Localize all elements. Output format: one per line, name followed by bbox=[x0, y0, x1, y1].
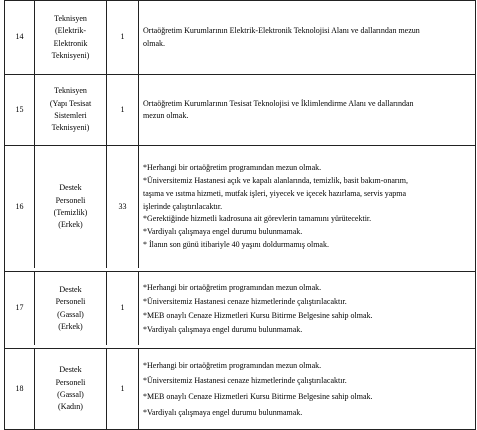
table-row bbox=[5, 271, 475, 345]
requirements-text: Ortaöğretim Kurumlarının Tesisat Teknolojisi ve İklimlendirme Alanı ve dallarından mezun olmak. bbox=[143, 98, 414, 120]
row-number: 17 bbox=[5, 272, 35, 345]
table-row bbox=[5, 74, 475, 145]
position-title: Destek Personeli (Temizlik) (Erkek) bbox=[35, 146, 107, 268]
positions-table bbox=[4, 0, 476, 430]
requirements-text: *Herhangi bir ortaöğretim programından mezun olmak. *Üniversitemiz Hastanesi cenaze hizmetlerinde çalıştırılacaktır. *MEB onaylı Cenaze Hizmetleri Kursu Bitirme Belgesine sahip olmak. *Vardiyalı çalışmaya engel durumu bulunmamak. bbox=[143, 360, 373, 417]
table-row bbox=[5, 348, 475, 430]
position-title: Teknisyen (Elektrik- Elektronik Teknisyeni) bbox=[35, 1, 107, 74]
requirements-text: *Herhangi bir ortaöğretim programından mezun olmak. *Üniversitemiz Hastanesi açık ve kapalı alanlarında, temizlik, basit bakım-onarım, taşıma ve ısıtma hizmeti, mutfak işleri, yiyecek ve içecek hazırlama, servis yapma işlerinde çalıştırılacaktır. *Gerektiğinde hizmetli kadrosuna ait görevlerin tamamını yürütecektir. *Vardiyalı çalışmaya engel durumu bulunmamak. * İlanın son günü itibariyle 40 yaşını doldurmamış olmak. bbox=[143, 162, 409, 250]
position-count: 1 bbox=[107, 272, 139, 345]
position-count: 1 bbox=[107, 75, 139, 145]
row-number: 15 bbox=[5, 75, 35, 145]
position-count: 33 bbox=[107, 146, 139, 268]
position-title: Destek Personeli (Gassal) (Erkek) bbox=[35, 272, 107, 345]
row-number: 16 bbox=[5, 146, 35, 268]
position-title: Destek Personeli (Gassal) (Kadın) bbox=[35, 349, 107, 429]
table-row bbox=[5, 145, 475, 268]
requirements-text: Ortaöğretim Kurumlarının Elektrik-Elektronik Teknolojisi Alanı ve dallarından mezun olmak. bbox=[143, 26, 420, 48]
position-title: Teknisyen (Yapı Tesisat Sistemleri Teknisyeni) bbox=[35, 75, 107, 145]
position-count: 1 bbox=[107, 1, 139, 74]
table-row bbox=[5, 0, 475, 74]
row-number: 18 bbox=[5, 349, 35, 429]
requirements-text: *Herhangi bir ortaöğretim programından mezun olmak. *Üniversitemiz Hastanesi cenaze hizmetlerinde çalıştırılacaktır. *MEB onaylı Cenaze Hizmetleri Kursu Bitirme Belgesine sahip olmak. *Vardiyalı çalışmaya engel durumu bulunmamak. bbox=[143, 282, 373, 334]
position-count: 1 bbox=[107, 349, 139, 429]
row-number: 14 bbox=[5, 1, 35, 74]
